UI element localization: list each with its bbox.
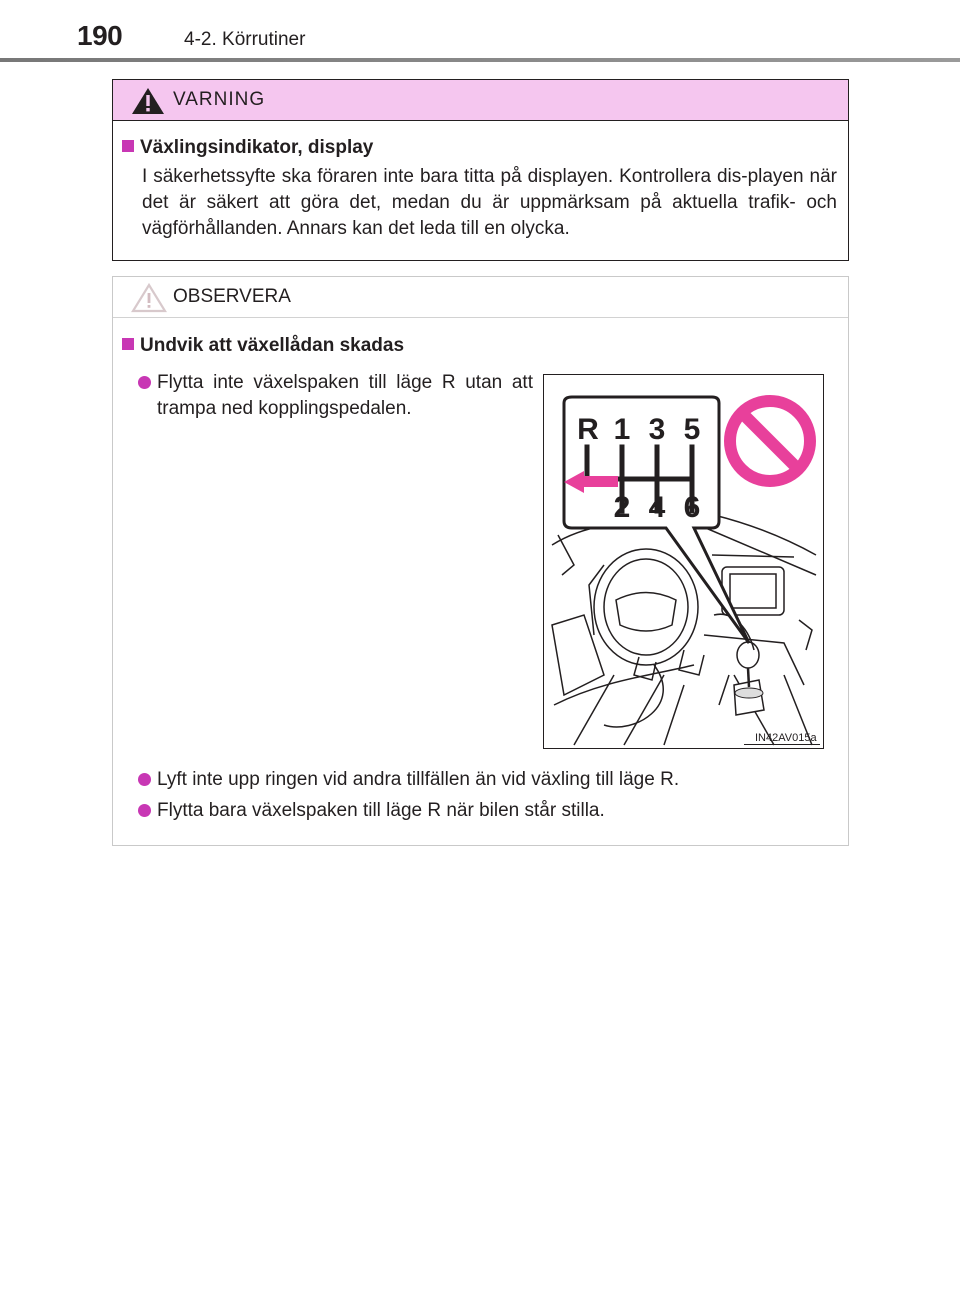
figure-code-rule [744,744,820,745]
gear-label-1: 1 [613,413,631,446]
round-bullet-icon [138,773,151,786]
bullet-text: Lyft inte upp ringen vid andra tillfällen än vid växling till läge R. [157,769,680,790]
warning-heading-text: Växlingsindikator, display [140,137,374,158]
warning-body: I säkerhetssyfte ska föraren inte bara titta på displayen. Kontrollera dis-playen när det är säkert att göra det, medan du är uppmärksam på aktuella trafik- och vägförhållanden. Annars kan det leda till en olycka. [142,166,837,239]
bullet-text: Flytta bara växelspaken till läge R när bilen står stilla. [157,800,605,821]
gear-label-4: 4 [648,491,666,524]
notice-label: OBSERVERA [173,286,291,307]
warning-heading [122,137,373,159]
round-bullet-icon [138,376,151,389]
gear-shift-illustration [543,374,824,749]
figure-code: IN42AV015a [755,732,817,744]
gear-label-5: 5 [683,413,701,446]
square-bullet-icon [122,338,134,350]
gear-label-2: 2 [613,491,631,524]
bullet-text: Flytta inte växelspaken till läge R utan att trampa ned kopplingspedalen. [157,372,533,419]
gear-knob-drawing [734,642,764,715]
gear-label-6: 6 [683,491,701,524]
gear-label-r: R [577,413,599,446]
gear-shift-drawing [544,375,822,747]
round-bullet-icon [138,804,151,817]
page-number: 190 [77,20,123,51]
prohibition-icon [730,401,810,481]
page-header [0,0,960,60]
warning-header [113,80,848,121]
warning-label: VARNING [173,89,266,110]
notice-header [113,277,848,318]
square-bullet-icon [122,140,134,152]
warning-triangle-icon [131,87,165,115]
notice-bullet-2 [138,767,838,793]
section-title: 4-2. Körrutiner [184,29,306,50]
gear-label-3: 3 [648,413,666,446]
notice-bullet-1 [138,370,533,424]
caution-triangle-icon [131,283,167,313]
notice-bullet-3 [138,798,838,824]
notice-heading [122,335,404,357]
header-rule [0,58,960,62]
notice-heading-text: Undvik att växellådan skadas [140,335,405,356]
